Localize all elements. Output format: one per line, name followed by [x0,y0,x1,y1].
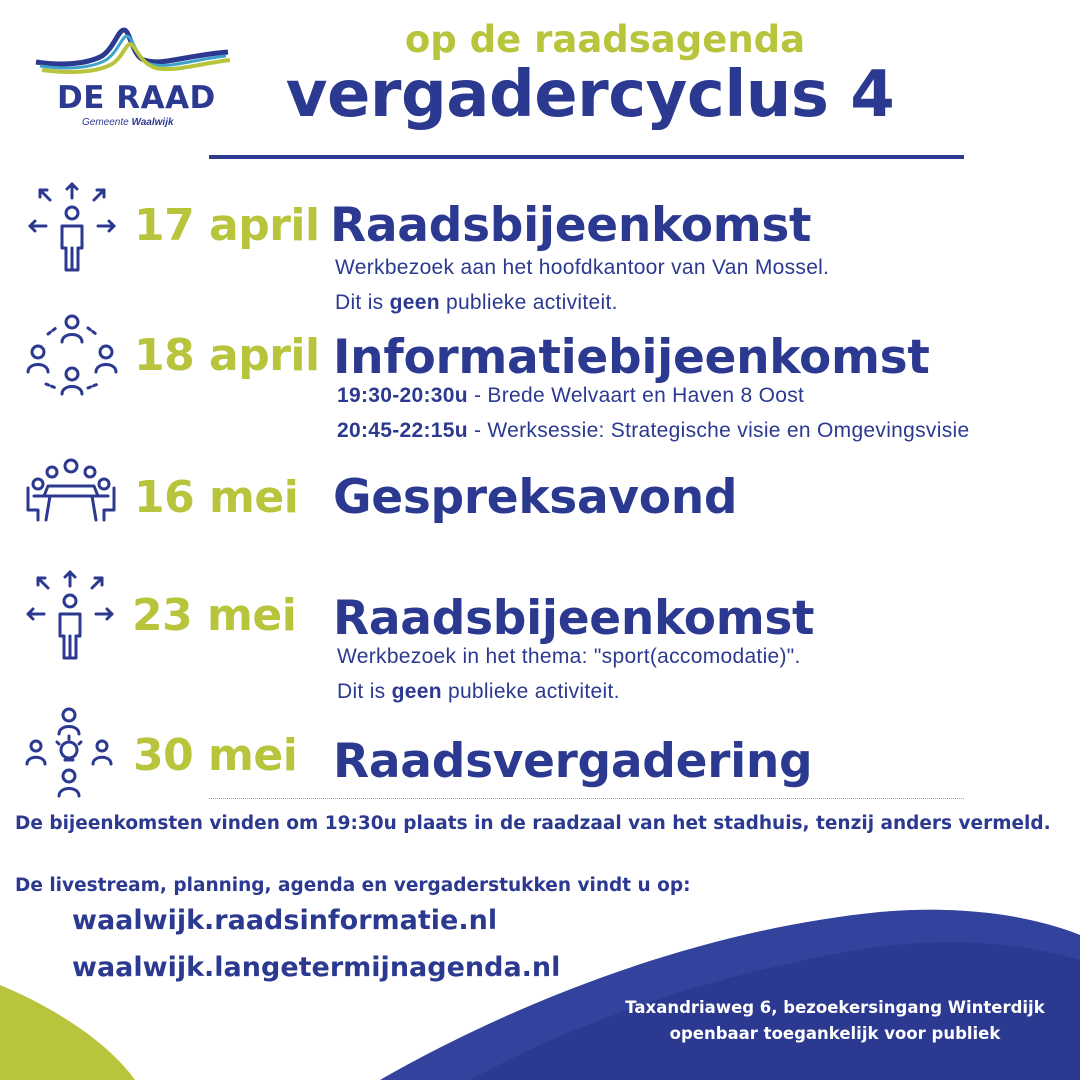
event-description: Werkbezoek aan het hoofdkantoor van Van Mossel. [335,256,830,279]
event-date: 23 mei [132,590,297,641]
people-arrows-icon [24,568,116,662]
section-divider [209,798,964,799]
links-intro: De livestream, planning, agenda en vergaderstukken vindt u op: [15,875,691,896]
event-date: 17 april [134,200,320,251]
event-date: 30 mei [133,730,298,781]
event-schedule-item: 20:45-22:15u - Werksessie: Strategische visie en Omgevingsvisie [337,419,970,442]
access-note: openbaar toegankelijk voor publiek [669,1024,1001,1043]
people-idea-icon [24,706,114,802]
event-title: Informatiebijeenkomst [333,330,930,385]
venue-note: De bijeenkomsten vinden om 19:30u plaats in de raadzaal van het stadhuis, tenzij anders vermeld. [15,813,1051,834]
event-title: Raadsvergadering [333,734,813,789]
event-schedule-item: 19:30-20:30u - Brede Welvaart en Haven 8 Oost [337,384,805,407]
header-subtitle: op de raadsagenda [404,18,806,61]
event-description: Werkbezoek in het thema: "sport(accomodatie)". [337,645,801,668]
meeting-table-icon [24,458,118,524]
event-title: Raadsbijeenkomst [333,591,815,646]
link-raadsinformatie[interactable]: waalwijk.raadsinformatie.nl [72,905,498,936]
event-note: Dit is geen publieke activiteit. [337,680,620,703]
address-line: Taxandriaweg 6, bezoekersingang Winterdijk [625,998,1045,1017]
event-note: Dit is geen publieke activiteit. [335,291,618,314]
event-title: Gespreksavond [333,470,738,525]
logo-name: DE RAAD [57,80,216,116]
header-divider [209,155,964,159]
link-langetermijnagenda[interactable]: waalwijk.langetermijnagenda.nl [72,952,561,983]
event-title: Raadsbijeenkomst [330,198,812,253]
people-arrows-icon [26,180,118,274]
event-date: 16 mei [134,472,299,523]
logo-subtitle: Gemeente Waalwijk [82,117,174,128]
people-network-icon [24,312,120,398]
event-date: 18 april [134,330,320,381]
page-title: vergadercyclus 4 [285,58,895,132]
